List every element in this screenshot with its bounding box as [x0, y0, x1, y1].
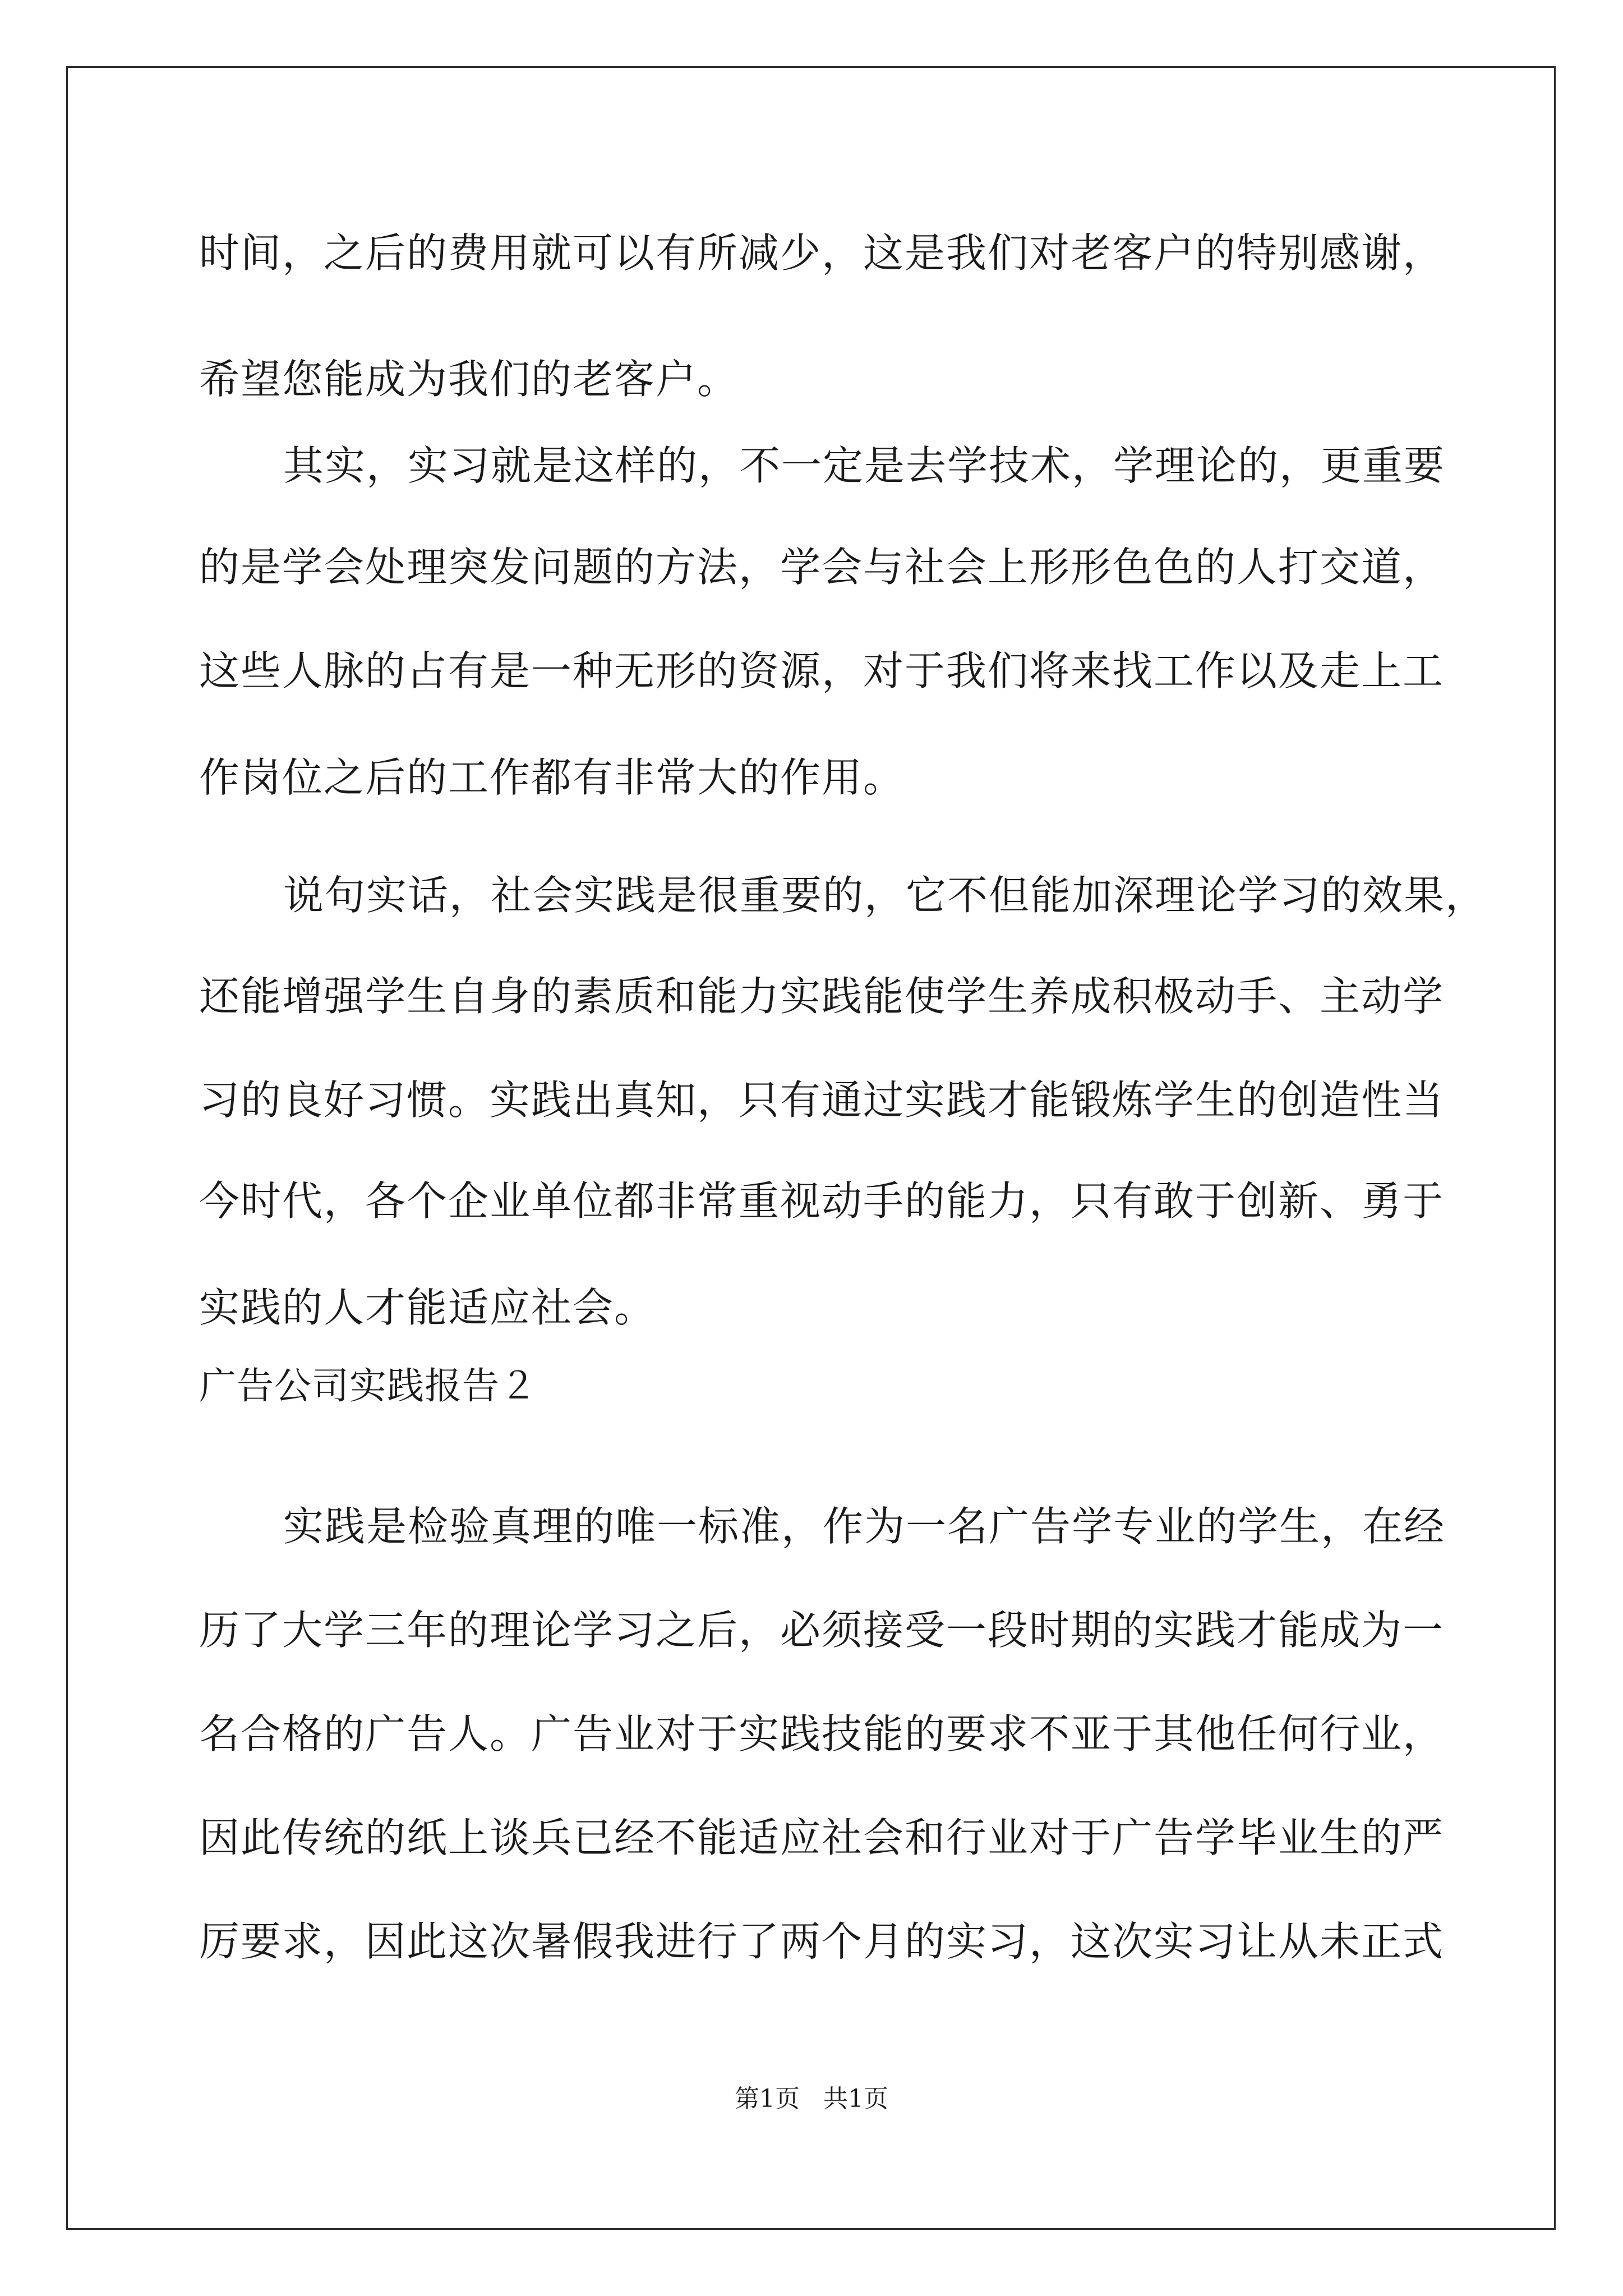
paragraph-1-line-1: 时间，之后的费用就可以有所减少，这是我们对老客户的特别感谢， — [199, 229, 1445, 277]
paragraph-2-line-3: 这些人脉的占有是一种无形的资源，对于我们将来找工作以及走上工 — [199, 647, 1445, 694]
paragraph-3-line-2: 还能增强学生自身的素质和能力实践能使学生养成积极动手、主动学 — [199, 973, 1445, 1020]
section-heading: 广告公司实践报告２ — [199, 1364, 537, 1407]
paragraph-2-line-1: 其实，实习就是这样的，不一定是去学技术，学理论的，更重要 — [283, 442, 1446, 489]
paragraph-2-line-4: 作岗位之后的工作都有非常大的作用。 — [199, 754, 905, 801]
paragraph-4-line-1: 实践是检验真理的唯一标准，作为一名广告学专业的学生，在经 — [283, 1503, 1446, 1550]
paragraph-4-line-5: 厉要求，因此这次暑假我进行了两个月的实习，这次实习让从未正式 — [199, 1918, 1445, 1965]
paragraph-4-line-2: 历了大学三年的理论学习之后，必须接受一段时期的实践才能成为一 — [199, 1607, 1445, 1654]
paragraph-3-line-5: 实践的人才能适应社会。 — [199, 1284, 656, 1331]
paragraph-4-line-3: 名合格的广告人。广告业对于实践技能的要求不亚于其他任何行业， — [199, 1710, 1445, 1757]
paragraph-4-line-4: 因此传统的纸上谈兵已经不能适应社会和行业对于广告学毕业生的严 — [199, 1814, 1445, 1861]
paragraph-1-line-2: 希望您能成为我们的老客户。 — [199, 356, 739, 403]
paragraph-3-line-1: 说句实话，社会实践是很重要的，它不但能加深理论学习的效果， — [283, 872, 1487, 919]
paragraph-3-line-3: 习的良好习惯。实践出真知，只有通过实践才能锻炼学生的创造性当 — [199, 1076, 1445, 1124]
paragraph-3-line-4: 今时代，各个企业单位都非常重视动手的能力，只有敢于创新、勇于 — [199, 1177, 1445, 1225]
page-number-footer: 第1页 共1页 — [735, 2085, 888, 2113]
paragraph-2-line-2: 的是学会处理突发问题的方法，学会与社会上形形色色的人打交道， — [199, 544, 1445, 591]
